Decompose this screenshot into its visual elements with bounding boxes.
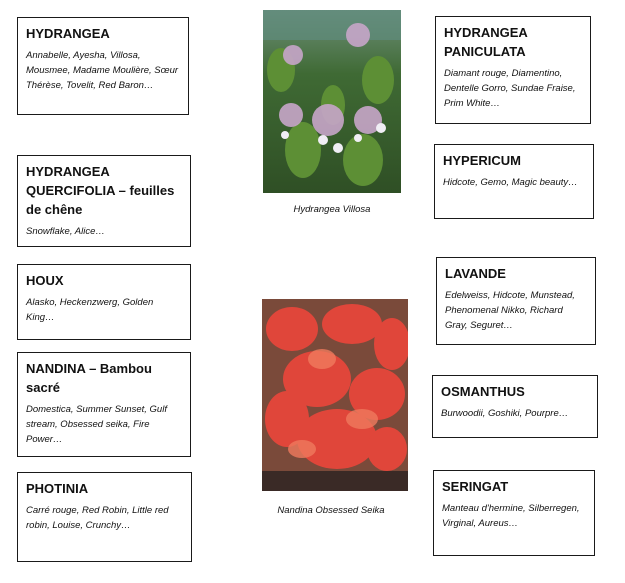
card-osmanthus xyxy=(432,375,598,438)
nandina-obsessed-seika-image xyxy=(262,299,408,491)
card-title: OSMANTHUS xyxy=(441,384,525,399)
card-varieties: Manteau d'hermine, Silberregen, Virginal, Aureus… xyxy=(442,503,580,529)
card-varieties: Carré rouge, Red Robin, Little red robin, Louise, Crunchy… xyxy=(26,505,169,531)
card-varieties: Diamant rouge, Diamentino, Dentelle Gorro, Sundae Fraise, Prim White… xyxy=(444,68,576,109)
card-hydrangea-paniculata xyxy=(435,16,591,124)
card-houx xyxy=(17,264,191,340)
card-varieties: Edelweiss, Hidcote, Munstead, Phenomenal Nikko, Richard Gray, Seguret… xyxy=(445,290,575,331)
card-varieties: Burwoodii, Goshiki, Pourpre… xyxy=(441,408,569,419)
caption-nandina-obsessed-seika: Nandina Obsessed Seika xyxy=(277,505,385,516)
card-nandina xyxy=(17,352,191,457)
card-hypericum xyxy=(434,144,594,219)
photo-nandina-obsessed-seika xyxy=(262,299,408,491)
card-title: HYDRANGEA PANICULATA xyxy=(444,25,528,59)
card-varieties: Alasko, Heckenzwerg, Golden King… xyxy=(26,297,154,323)
card-title: LAVANDE xyxy=(445,266,506,281)
card-title: SERINGAT xyxy=(442,479,509,494)
card-photinia xyxy=(17,472,192,562)
card-title: PHOTINIA xyxy=(26,481,89,496)
card-lavande xyxy=(436,257,596,345)
photo-hydrangea-villosa xyxy=(263,10,401,193)
card-title: HYDRANGEA QUERCIFOLIA – feuilles de chêne xyxy=(26,164,175,217)
card-varieties: Annabelle, Ayesha, Villosa, Mousmee, Madame Moulière, Sœur Thérèse, Tovelit, Red Baron… xyxy=(26,50,179,91)
card-title: HYDRANGEA xyxy=(26,26,110,41)
card-varieties: Domestica, Summer Sunset, Gulf stream, Obsessed seika, Fire Power… xyxy=(26,404,167,445)
card-hydrangea-quercifolia xyxy=(17,155,191,247)
card-title: HYPERICUM xyxy=(443,153,522,168)
hydrangea-villosa-image xyxy=(263,10,401,193)
card-seringat xyxy=(433,470,595,556)
card-varieties: Snowflake, Alice… xyxy=(26,226,105,237)
card-hydrangea xyxy=(17,17,189,115)
card-title: HOUX xyxy=(26,273,64,288)
caption-hydrangea-villosa: Hydrangea Villosa xyxy=(293,204,371,215)
card-title: NANDINA – Bambou sacré xyxy=(26,361,152,395)
card-varieties: Hidcote, Gemo, Magic beauty… xyxy=(443,177,578,188)
